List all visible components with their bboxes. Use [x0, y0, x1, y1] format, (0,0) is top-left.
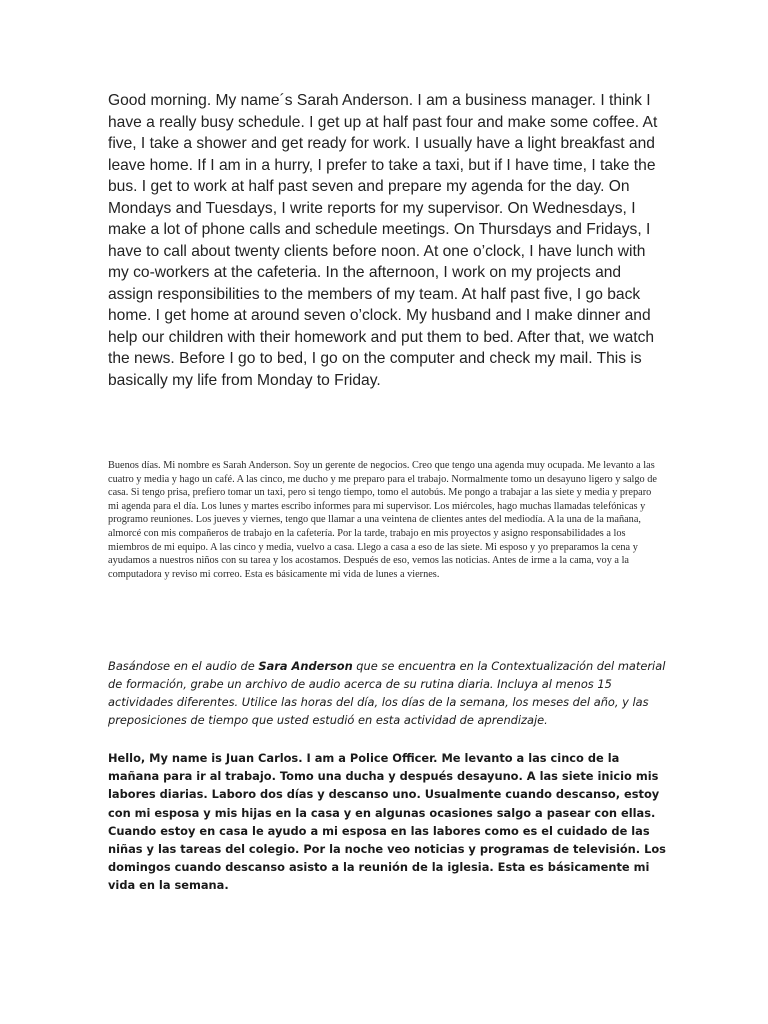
activity-instructions	[108, 657, 668, 729]
instructions-text-end: que se encuentra en la Contextualización del material de formación, grabe un archivo de audio acerca de su rutina diaria. Incluya al menos 15 actividades diferentes. Utilice las horas del día, los días de la semana, los meses del año, y las preposiciones de tiempo que usted estudió en esta actividad de aprendizaje.	[108, 659, 666, 727]
spanish-translation-paragraph: Buenos días. Mi nombre es Sarah Anderson. Soy un gerente de negocios. Creo que tengo una agenda muy ocupada. Me levanto a las cuatro y media y hago un café. A las cinco, me ducho y me preparo para el trabajo. Normalmente tomo un desayuno ligero y salgo de casa. Si tengo prisa, prefiero tomar un taxi, pero si tengo tiempo, tomo el autobús. Me pongo a trabajar a las siete y media y preparo mi agenda para el día. Los lunes y martes escribo informes para mi supervisor. Los miércoles, hago muchas llamadas telefónicas y programo reuniones. Los jueves y viernes, tengo que llamar a una veintena de clientes antes del mediodía. A la una de la mañana, almorcé con mis compañeros de trabajo en la cafetería. Por la tarde, trabajo en mis proyectos y asigno responsabilidades a los miembros de mi equipo. A las cinco y media, vuelvo a casa. Llego a casa a eso de las siete. Mi esposo y yo preparamos la cena y ayudamos a nuestros niños con su tarea y los acostamos. Después de eso, vemos las noticias. Antes de irme a la cama, voy a la computadora y reviso mi correo. Esta es básicamente mi vida de lunes a viernes.	[108, 460, 657, 580]
student-answer-paragraph: Hello, My name is Juan Carlos. I am a Police Officer. Me levanto a las cinco de la mañana para ir al trabajo. Tomo una ducha y después desayuno. A las siete inicio mis labores diarias. Laboro dos días y descanso uno. Usualmente cuando descanso, estoy con mi esposa y mis hijas en la casa y en algunas ocasiones salgo a pasear con ellas. Cuando estoy en casa le ayudo a mi esposa en las labores como es el cuidado de las niñas y las tareas del colegio. Por la noche veo noticias y programas de televisión. Los domingos cuando descanso asisto a la reunión de la iglesia. Esta es básicamente mi vida en la semana.	[108, 751, 666, 893]
english-routine-paragraph: Good morning. My name´s Sarah Anderson. I am a business manager. I think I have a really busy schedule. I get up at half past four and make some coffee. At five, I take a shower and get ready for work. I usually have a light breakfast and leave home. If I am in a hurry, I prefer to take a taxi, but if I have time, I take the bus. I get to work at half past seven and prepare my agenda for the day. On Mondays and Tuesdays, I write reports for my supervisor. On Wednesdays, I make a lot of phone calls and schedule meetings. On Thursdays and Fridays, I have to call about twenty clients before noon. At one o’clock, I have lunch with my co-workers at the cafeteria. In the afternoon, I work on my projects and assign responsibilities to the members of my team. At half past five, I go back home. I get home at around seven o’clock. My husband and I make dinner and help our children with their homework and put them to bed. After that, we watch the news. Before I go to bed, I go on the computer and check my mail. This is basically my life from Monday to Friday.	[108, 92, 658, 389]
instructions-name: Sara Anderson	[258, 659, 353, 673]
instructions-text-start: Basándose en el audio de	[108, 659, 259, 673]
